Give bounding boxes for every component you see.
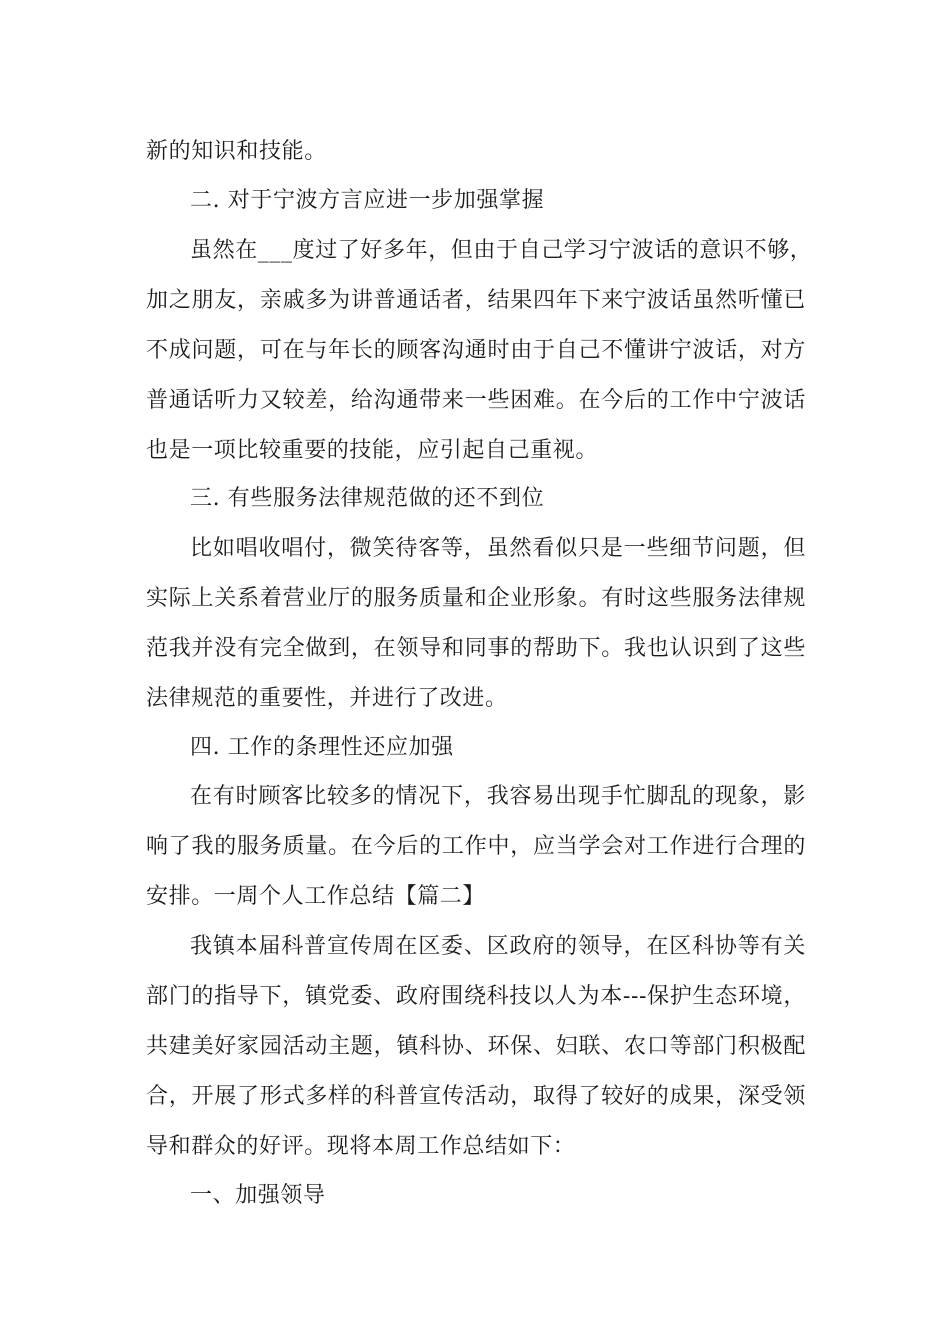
paragraph-line: 安排。一周个人工作总结【篇二】 [146,884,486,909]
paragraph-line: 普通话听力又较差，给沟通带来一些困难。在今后的工作中宁波话 [146,388,806,413]
paragraph-line: 法律规范的重要性，并进行了改进。 [146,686,508,711]
paragraph-line: 共建美好家园活动主题，镇科协、环保、妇联、农口等部门积极配 [146,1034,806,1059]
paragraph-line: 范我并没有完全做到，在领导和同事的帮助下。我也认识到了这些 [146,636,806,661]
paragraph-line: 也是一项比较重要的技能，应引起自己重视。 [146,438,599,463]
section-heading: 三. 有些服务法律规范做的还不到位 [190,486,545,511]
section-heading: 二. 对于宁波方言应进一步加强掌握 [190,188,545,213]
paragraph-line: 虽然在___度过了好多年，但由于自己学习宁波话的意识不够， [190,238,813,263]
paragraph-line: 合，开展了形式多样的科普宣传活动，取得了较好的成果，深受领 [146,1084,806,1109]
paragraph-line: 响了我的服务质量。在今后的工作中，应当学会对工作进行合理的 [146,834,806,859]
paragraph-line: 加之朋友，亲戚多为讲普通话者，结果四年下来宁波话虽然听懂已 [146,288,806,313]
section-heading: 四. 工作的条理性还应加强 [190,735,454,760]
paragraph-line: 导和群众的好评。现将本周工作总结如下： [146,1134,576,1159]
paragraph-line: 新的知识和技能。 [146,139,327,164]
paragraph-line: 部门的指导下，镇党委、政府围绕科技以人为本---保护生态环境， [146,984,806,1009]
paragraph-line: 不成问题，可在与年长的顾客沟通时由于自己不懂讲宁波话，对方 [146,338,806,363]
paragraph-line: 我镇本届科普宣传周在区委、区政府的领导，在区科协等有关 [190,934,806,959]
section-heading: 一、加强领导 [190,1183,326,1208]
paragraph-line: 比如唱收唱付，微笑待客等，虽然看似只是一些细节问题，但 [190,536,806,561]
paragraph-line: 实际上关系着营业厅的服务质量和企业形象。有时这些服务法律规 [146,586,806,611]
paragraph-line: 在有时顾客比较多的情况下，我容易出现手忙脚乱的现象，影 [190,784,806,809]
